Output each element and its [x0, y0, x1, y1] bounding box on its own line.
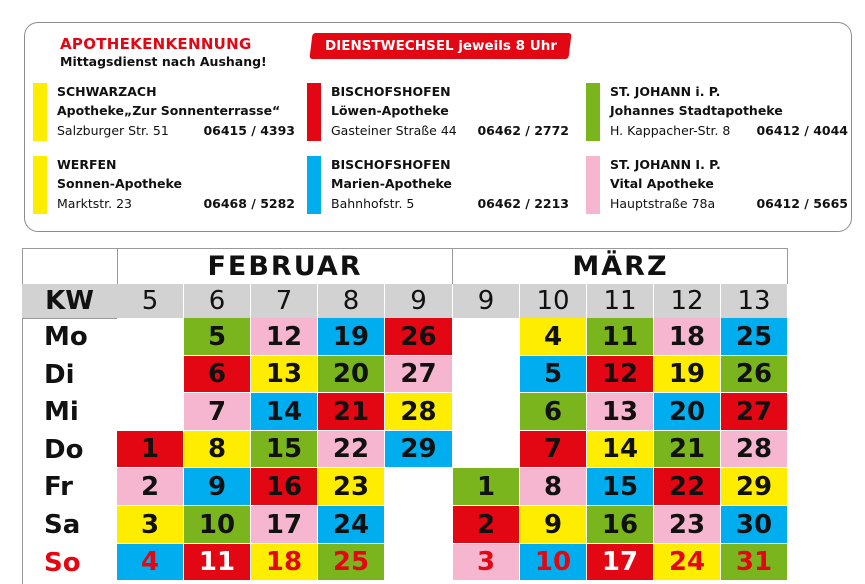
pharmacy-phone: 06412 / 5665 [756, 196, 848, 211]
calendar-day-cell: 12 [587, 356, 654, 393]
calendar-day-cell: 1 [117, 431, 184, 468]
calendar-day-cell: 11 [184, 544, 251, 581]
calendar-day-cell: 4 [117, 544, 184, 581]
calendar-day-cell: 3 [117, 506, 184, 544]
kw-number: 6 [184, 284, 251, 318]
calendar-day-cell: 16 [587, 506, 654, 544]
kw-number: 5 [117, 284, 184, 318]
calendar-day-cell: 29 [385, 431, 453, 468]
pharmacy-town: BISCHOFSHOFEN [331, 157, 451, 172]
calendar-day-cell: 2 [453, 506, 520, 544]
pharmacy-address: H. Kappacher-Str. 8 [610, 123, 731, 138]
calendar-day-cell: 9 [184, 468, 251, 506]
pharmacy-address: Bahnhofstr. 5 [331, 196, 415, 211]
pharmacy-phone: 06468 / 5282 [203, 196, 295, 211]
pharmacy-name: Johannes Stadtapotheke [610, 103, 783, 118]
month-label-februar: FEBRUAR [207, 251, 363, 282]
pharmacy-phone: 06462 / 2213 [477, 196, 569, 211]
kw-number: 7 [251, 284, 318, 318]
pharmacy-address: Salzburger Str. 51 [57, 123, 169, 138]
pharmacy-address: Gasteiner Straße 44 [331, 123, 457, 138]
calendar-day-cell: 8 [184, 431, 251, 468]
kw-number: 8 [318, 284, 385, 318]
month-label-maerz: MÄRZ [572, 251, 669, 282]
calendar-day-cell: 28 [721, 431, 788, 468]
pharmacy-phone: 06415 / 4393 [203, 123, 295, 138]
calendar-day-cell: 9 [520, 506, 587, 544]
pharmacy-town: ST. JOHANN I. P. [610, 157, 721, 172]
calendar-day-cell: 10 [184, 506, 251, 544]
calendar-day-cell: 24 [654, 544, 721, 581]
calendar-day-cell: 21 [654, 431, 721, 468]
calendar-day-cell: 17 [587, 544, 654, 581]
calendar-day-cell: 8 [520, 468, 587, 506]
calendar-day-cell: 16 [251, 468, 318, 506]
calendar-day-cell: 18 [251, 544, 318, 581]
pharmacy-address: Marktstr. 23 [57, 196, 132, 211]
calendar-day-cell: 14 [587, 431, 654, 468]
calendar-day-cell: 28 [385, 393, 453, 431]
day-label-do: Do [44, 435, 84, 465]
calendar-day-cell: 10 [520, 544, 587, 581]
calendar-day-cell: 7 [184, 393, 251, 431]
calendar-day-cell: 19 [654, 356, 721, 393]
calendar-day-cell: 30 [721, 506, 788, 544]
calendar-day-cell: 6 [520, 393, 587, 431]
calendar-day-cell: 23 [654, 506, 721, 544]
calendar-day-cell: 22 [654, 468, 721, 506]
calendar-day-cell: 6 [184, 356, 251, 393]
dienstwechsel-badge: DIENSTWECHSEL jeweils 8 Uhr [309, 33, 571, 59]
kw-number: 11 [587, 284, 654, 318]
calendar-day-cell: 13 [587, 393, 654, 431]
grid-line [452, 248, 788, 249]
calendar-day-cell: 1 [453, 468, 520, 506]
calendar-day-cell: 19 [318, 318, 385, 356]
calendar-day-cell: 3 [453, 544, 520, 581]
calendar-day-cell: 13 [251, 356, 318, 393]
pharmacy-phone: 06462 / 2772 [477, 123, 569, 138]
calendar-day-cell: 31 [721, 544, 788, 581]
calendar-day-cell: 23 [318, 468, 385, 506]
calendar-day-cell: 29 [721, 468, 788, 506]
kw-number: 13 [721, 284, 788, 318]
pharmacy-phone: 06412 / 4044 [756, 123, 848, 138]
calendar-day-cell: 17 [251, 506, 318, 544]
pharmacy-address: Hauptstraße 78a [610, 196, 716, 211]
calendar-day-cell: 25 [721, 318, 788, 356]
header-title: APOTHEKENKENNUNG [60, 35, 252, 53]
calendar-day-cell: 24 [318, 506, 385, 544]
calendar-day-cell: 25 [318, 544, 385, 581]
day-label-di: Di [44, 360, 75, 390]
calendar-day-cell: 5 [520, 356, 587, 393]
pharmacy-name: Marien-Apotheke [331, 176, 452, 191]
pharmacy-name: Sonnen-Apotheke [57, 176, 182, 191]
kw-number: 12 [654, 284, 721, 318]
day-label-so: So [44, 548, 81, 578]
calendar-day-cell: 27 [721, 393, 788, 431]
calendar-day-cell: 15 [251, 431, 318, 468]
calendar-day-cell: 22 [318, 431, 385, 468]
calendar-day-cell: 18 [654, 318, 721, 356]
pharmacy-town: WERFEN [57, 157, 117, 172]
pharmacy-town: ST. JOHANN i. P. [610, 84, 721, 99]
calendar-day-cell: 2 [117, 468, 184, 506]
calendar-day-cell: 27 [385, 356, 453, 393]
header-subtitle: Mittagsdienst nach Aushang! [60, 54, 267, 69]
day-label-mo: Mo [44, 322, 88, 352]
calendar-day-cell: 21 [318, 393, 385, 431]
pharmacy-town: SCHWARZACH [57, 84, 157, 99]
pharmacy-name: Löwen-Apotheke [331, 103, 449, 118]
pharmacy-town: BISCHOFSHOFEN [331, 84, 451, 99]
calendar-day-cell: 11 [587, 318, 654, 356]
day-label-sa: Sa [44, 510, 81, 540]
calendar-day-cell: 26 [385, 318, 453, 356]
calendar-day-cell: 15 [587, 468, 654, 506]
kw-number: 9 [453, 284, 520, 318]
day-label-mi: Mi [44, 397, 79, 427]
pharmacy-name: Vital Apotheke [610, 176, 714, 191]
kw-number: 10 [520, 284, 587, 318]
pharmacy-name: Apotheke„Zur Sonnenterrasse“ [57, 103, 281, 118]
calendar-day-cell: 12 [251, 318, 318, 356]
calendar-day-cell: 7 [520, 431, 587, 468]
calendar-day-cell: 4 [520, 318, 587, 356]
day-label-fr: Fr [44, 472, 73, 502]
kw-label: KW [22, 284, 117, 318]
calendar-day-cell: 20 [654, 393, 721, 431]
calendar-day-cell: 20 [318, 356, 385, 393]
calendar-day-cell: 5 [184, 318, 251, 356]
kw-number: 9 [385, 284, 453, 318]
calendar-day-cell: 26 [721, 356, 788, 393]
grid-line [22, 248, 452, 249]
calendar-day-cell: 14 [251, 393, 318, 431]
